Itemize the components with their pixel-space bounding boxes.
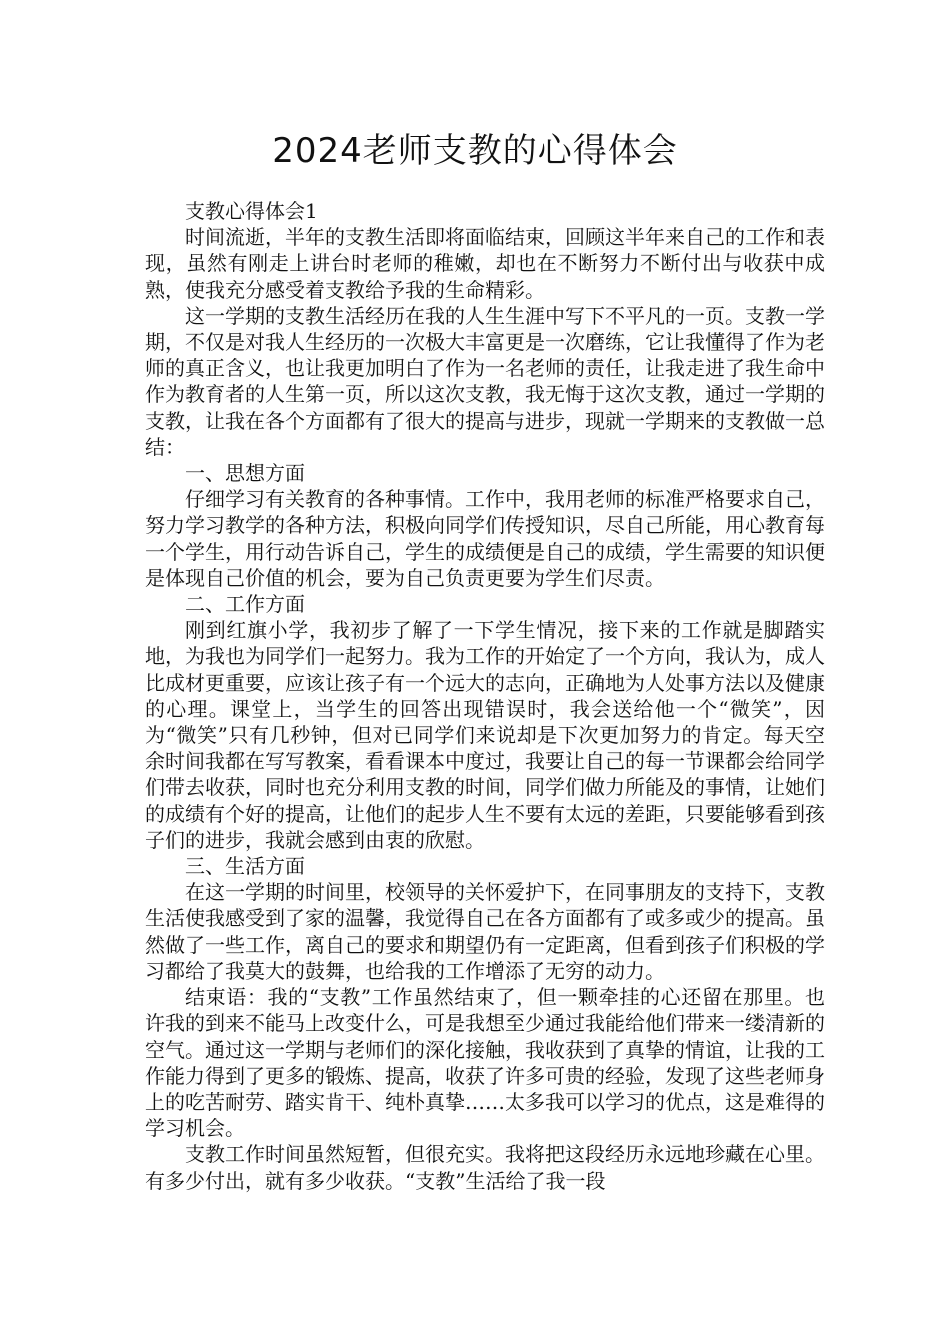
paragraph: 时间流逝，半年的支教生活即将面临结束，回顾这半年来自己的工作和表现，虽然有刚走上讲台时老师的稚嫩，却也在不断努力不断付出与收获中成熟，使我充分感受着支教给予我的生命精彩。 bbox=[145, 225, 825, 302]
paragraph: 仔细学习有关教育的各种事情。工作中，我用老师的标准严格要求自己，努力学习教学的各种方法，积极向同学们传授知识，尽自己所能，用心教育每一个学生，用行动告诉自己，学生的成绩便是自己的成绩，学生需要的知识便是体现自己价值的机会，要为自己负责更要为学生们尽责。 bbox=[145, 487, 825, 590]
section-heading: 二、工作方面 bbox=[185, 592, 305, 617]
section-heading: 三、生活方面 bbox=[185, 854, 305, 879]
section-label: 支教心得体会1 bbox=[185, 199, 318, 223]
paragraph: 在这一学期的时间里，校领导的关怀爱护下，在同事朋友的支持下，支教生活使我感受到了家的温馨，我觉得自己在各方面都有了或多或少的提高。虽然做了一些工作，离自己的要求和期望仍有一定距离，但看到孩子们积极的学习都给了我莫大的鼓舞，也给我的工作增添了无穷的动力。 bbox=[145, 880, 825, 983]
paragraph: 刚到红旗小学，我初步了解了一下学生情况，接下来的工作就是脚踏实地，为我也为同学们一起努力。我为工作的开始定了一个方向，我认为，成人比成材更重要，应该让孩子有一个远大的志向，正确地为人处事方法以及健康的心理。课堂上，当学生的回答出现错误时，我会送给他一个“微笑”，因为“微笑”只有几秒钟，但对已同学们来说却是下次更加努力的肯定。每天空余时间我都在写写教案，看看课本中度过，我要让自己的每一节课都会给同学们带去收获，同时也充分利用支教的时间，同学们做力所能及的事情，让她们的成绩有个好的提高，让他们的起步人生不要有太远的差距，只要能够看到孩子们的进步，我就会感到由衷的欣慰。 bbox=[145, 618, 825, 852]
paragraph: 这一学期的支教生活经历在我的人生生涯中写下不平凡的一页。支教一学期，不仅是对我人生经历的一次极大丰富更是一次磨练，它让我懂得了作为老师的真正含义，也让我更加明白了作为一名老师的责任，让我走进了我生命中作为教育者的人生第一页，所以这次支教，我无悔于这次支教，通过一学期的支教，让我在各个方面都有了很大的提高与进步，现就一学期来的支教做一总结： bbox=[145, 303, 825, 459]
section-heading: 一、思想方面 bbox=[185, 461, 305, 486]
paragraph: 支教工作时间虽然短暂，但很充实。我将把这段经历永远地珍藏在心里。有多少付出，就有多少收获。“支教”生活给了我一段 bbox=[145, 1142, 825, 1193]
document-body bbox=[145, 198, 825, 1194]
document-title: 2024老师支教的心得体会 bbox=[272, 131, 678, 171]
paragraph: 结束语：我的“支教”工作虽然结束了，但一颗牵挂的心还留在那里。也许我的到来不能马上改变什么，可是我想至少通过我能给他们带来一缕清新的空气。通过这一学期与老师们的深化接触，我收获到了真挚的情谊，让我的工作能力得到了更多的锻炼、提高，收获了许多可贵的经验，发现了这些老师身上的吃苦耐劳、踏实肯干、纯朴真挚……太多我可以学习的优点，这是难得的学习机会。 bbox=[145, 985, 825, 1141]
